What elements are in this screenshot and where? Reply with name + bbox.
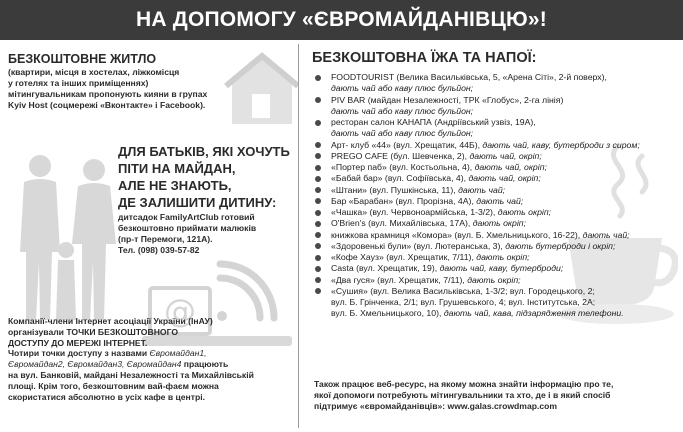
list-item: книжкова крамниця «Комора» (вул. Б. Хмельницького, 16-22), дають чай; (312, 230, 680, 241)
parents-line: безкоштовно приймати малюків (118, 223, 257, 233)
parents-line: (пр-т Перемоги, 121А). (118, 234, 213, 244)
left-column (0, 40, 298, 432)
list-item: «Кофе Хауз» (вул. Хрещатик, 7/11), дають окріп; (312, 252, 680, 263)
family-icon (2, 152, 130, 322)
housing-line: мітингувальникам пропонують кияни в групах (8, 89, 208, 99)
list-item: FOODTOURIST (Велика Васильківська, 5, «Арена Сіті», 2-й поверх), дають чай або каву плюс бульйон; (312, 72, 680, 95)
parents-title-line: ДЛЯ БАТЬКІВ, ЯКІ ХОЧУТЬ (118, 144, 290, 159)
list-item: Арт- клуб «44» (вул. Хрещатик, 44Б), дають чай, каву, бутерброди з сиром; (312, 140, 680, 151)
parents-title-line: ПІТИ НА МАЙДАН, (118, 161, 236, 176)
parents-text (118, 212, 293, 256)
list-item: ресторан салон КАНАПА (Андріївський узвіз, 19А), дають чай або каву плюс бульйон; (312, 117, 680, 140)
list-item: PIV BAR (майдан Незалежності, ТРК «Глобус», 2-га лінія) дають чай або каву плюс бульйон; (312, 95, 680, 118)
list-item: O'Brien's (вул. Михайлівська, 17А), дають окріп; (312, 218, 680, 229)
page-title: НА ДОПОМОГУ «ЄВРОМАЙДАНІВЦЮ»! (136, 8, 547, 31)
inau-line: ДОСТУПУ ДО МЕРЕЖІ ІНТЕРНЕТ. (8, 337, 148, 348)
housing-line: (квартири, місця в хостелах, ліжкомісця (8, 67, 180, 77)
inau-line: на вул. Банковій, майдані Незалежності та Михайлівській (8, 369, 254, 380)
food-list (312, 72, 680, 320)
housing-title: БЕЗКОШТОВНЕ ЖИТЛО (8, 52, 157, 66)
parents-title-line: ДЕ ЗАЛИШИТИ ДИТИНУ: (118, 195, 277, 210)
parents-title-line: АЛЕ НЕ ЗНАЮТЬ, (118, 178, 232, 193)
web-line: Також працює веб-ресурс, на якому можна знайти інформацію про те, (314, 379, 614, 389)
housing-text (8, 67, 253, 111)
list-item: «Здоровенькі були» (вул. Лютеранська, 3), дають бутерброди і окріп; (312, 241, 680, 252)
list-item: «Бабай бар» (вул. Софіївська, 4), дають чай, окріп; (312, 173, 680, 184)
svg-text:@: @ (164, 292, 196, 330)
parents-phone: Тел. (098) 039-57-82 (118, 245, 200, 255)
parents-title (118, 143, 293, 211)
web-line: підтримує «євромайданівців»: www.galas.crowdmap.com (314, 401, 558, 411)
list-item: «Штани» (вул. Пушкінська, 11), дають чай; (312, 185, 680, 196)
food-title: БЕЗКОШТОВНА ЇЖА ТА НАПОЇ: (312, 50, 537, 66)
list-item: PREGO CAFE (бул. Шевченка, 2), дають чай, окріп; (312, 151, 680, 162)
inau-text (8, 316, 294, 402)
inau-line: організували ТОЧКИ БЕЗКОШТОВНОГО (8, 326, 179, 337)
inau-line: Чотири точки доступу з назвами Євромайдан1, (8, 348, 207, 359)
list-item: Бар «Барабан» (вул. Прорізна, 4А), дають чай; (312, 196, 680, 207)
list-item: «Чашка» (вул. Червоноармійська, 1-3/2), дають окріп; (312, 207, 680, 218)
parents-line: дитсадок FamilyArtClub готовий (118, 212, 255, 222)
inau-line: площі. Крім того, безкоштовним вай-фаєм можна (8, 380, 219, 391)
web-resource-text (314, 379, 654, 412)
list-item: «Два гуся» (вул. Хрещатик, 7/11), дають окріп; (312, 275, 680, 286)
housing-line: у готелях та інших приміщеннях) (8, 78, 149, 88)
list-item: Casta (вул. Хрещатик, 19), дають чай, каву, бутерброди; (312, 263, 680, 274)
inau-line: скористатися абсолютно в усіх кафе в центрі. (8, 391, 205, 402)
inau-line: Євромайдан2, Євромайдан3, Євромайдан4 працюють (8, 359, 229, 370)
right-column (300, 40, 683, 432)
web-line: якої допомоги потребують мітингувальники та хто, де і в який спосіб (314, 390, 611, 400)
list-item: «Портер паб» (вул. Костьольна, 4), дають чай, окріп; (312, 162, 680, 173)
inau-line: Компанії-члени Інтернет асоціації України (ІнАУ) (8, 316, 213, 326)
housing-line: Kyiv Host (соцмережі «Вконтакте» і Facebook). (8, 100, 206, 110)
list-item: «Сушия» (вул. Велика Васильківська, 1-3/2; вул. Городецького, 2; вул. Б. Грінченка, 2/1; вул. Грушевського, 4; вул. Інститутська, 2А; вул. Б. Хмельницького, 10), дають чай, кава, підзарядження телефони. (312, 286, 680, 320)
column-divider (298, 44, 299, 428)
